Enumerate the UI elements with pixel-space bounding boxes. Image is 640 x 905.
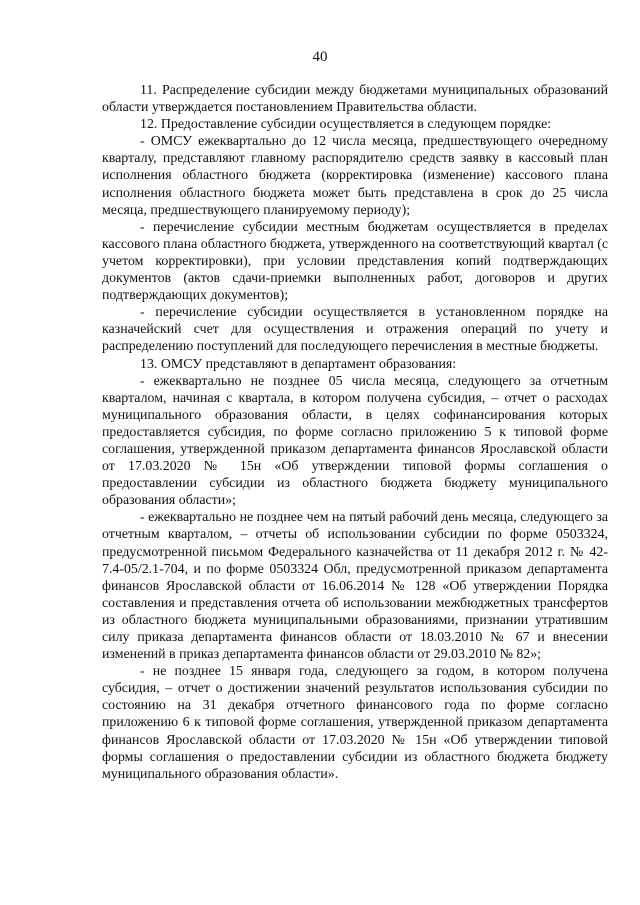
paragraph-12-item-treasury-account: - перечисление субсидии осуществляется в установленном порядке на казначейский счет для осуществления и отражения операций по учету и распределению поступлений для последующего перечисления в местные бюджеты. (102, 305, 608, 355)
document-body (102, 82, 608, 783)
paragraph-13-item-usage-reports: - ежеквартально не позднее чем на пятый рабочий день месяца, следующего за отчетным кварталом, – отчеты об использовании субсидии по форме 0503324, предусмотренной письмом Федерального казначейства от 11 декабря 2012 г. № 42-7.4-05/2.1-704, и по форме 0503324 Обл, предусмотренной приказом департамента финансов Ярославской области от 16.06.2014 № 128 «Об утверждении Порядка составления и представления отчета об использовании межбюджетных трансфертов из областного бюджета муниципальными образованиями, признании утратившим силу приказа департамента финансов области от 18.03.2010 № 67 и внесении изменений в приказ департамента финансов области от 29.03.2010 № 82»; (102, 510, 608, 663)
page-number: 40 (312, 49, 328, 65)
paragraph-12-heading: 12. Предоставление субсидии осуществляется в следующем порядке: (140, 117, 552, 133)
paragraph-13-item-expense-report: - ежеквартально не позднее 05 числа месяца, следующего за отчетным кварталом, начиная с квартала, в котором получена субсидия, – отчет о расходах муниципального образования области, в целях софинансирования которых предоставляется субсидия, по форме согласно приложению 5 к типовой форме соглашения, утвержденной приказом департамента финансов Ярославской области от 17.03.2020 № 15н «Об утверждении типовой формы соглашения о предоставлении субсидии из областного бюджета бюджету муниципального образования области»; (102, 373, 608, 509)
paragraph-11-distribution: 11. Распределение субсидии между бюджетами муниципальных образований области утверждается постановлением Правительства области. (102, 83, 608, 116)
paragraph-12-item-transfer-limits: - перечисление субсидии местным бюджетам осуществляется в пределах кассового плана областного бюджета, утвержденного на соответствующий квартал (с учетом корректировки), при условии представления копий подтверждающих документов (актов сдачи-приемки выполненных работ, договоров и других подтверждающих документов); (102, 219, 609, 304)
paragraph-12-item-application: - ОМСУ ежеквартально до 12 числа месяца, предшествующего очередному кварталу, представляют главному распорядителю средств заявку в кассовый план исполнения областного бюджета (корректировка (изменение) кассового плана исполнения областного бюджета может быть представлена в срок до 25 числа месяца, предшествующего планируемому периоду); (102, 134, 608, 218)
paragraph-13-item-results-report: - не позднее 15 января года, следующего за годом, в котором получена субсидия, – отчет о достижении значений результатов использования субсидии по состоянию на 31 декабря отчетного финансового года по форме согласно приложению 6 к типовой форме соглашения, утвержденной приказом департамента финансов Ярославской области от 17.03.2020 № 15н «Об утверждении типовой формы соглашения о предоставлении субсидии из областного бюджета бюджету муниципального образования области». (102, 664, 608, 782)
paragraph-13-heading: 13. ОМСУ представляют в департамент образования: (140, 356, 457, 372)
